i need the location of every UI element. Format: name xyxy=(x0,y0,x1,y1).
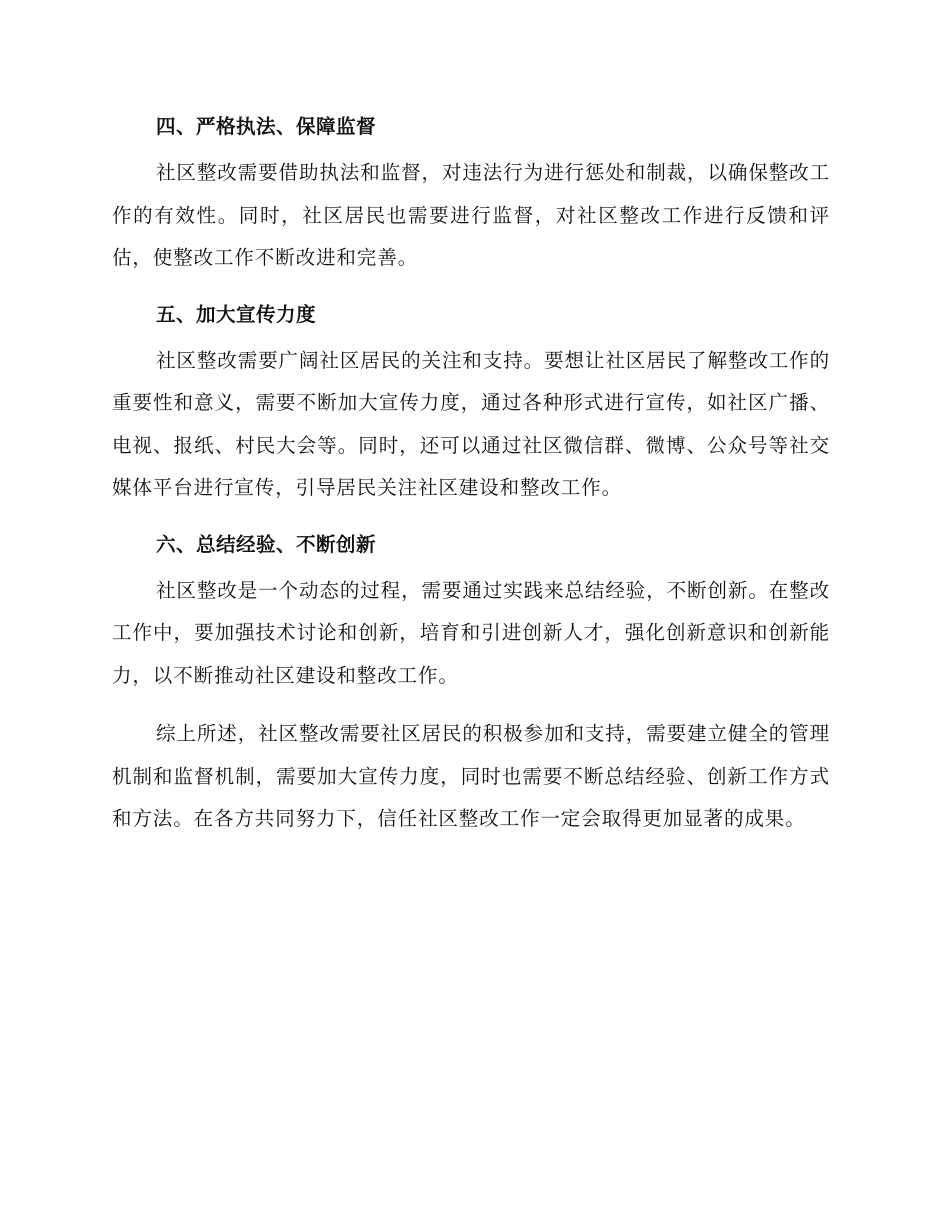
section-heading-innovation: 六、总结经验、不断创新 xyxy=(156,532,377,556)
section-paragraph-enforcement: 社区整改需要借助执法和监督，对违法行为进行惩处和制裁，以确保整改工作的有效性。同时，社区居民也需要进行监督，对社区整改工作进行反馈和评估，使整改工作不断改进和完善。 xyxy=(112,161,830,269)
document-body xyxy=(112,108,830,857)
section-paragraph-publicity: 社区整改需要广阔社区居民的关注和支持。要想让社区居民了解整改工作的重要性和意义，需要不断加大宣传力度，通过各种形式进行宣传，如社区广播、电视、报纸、村民大会等。同时，还可以通过社区微信群、微博、公众号等社交媒体平台进行宣传，引导居民关注社区建设和整改工作。 xyxy=(112,348,830,499)
conclusion-paragraph: 综上所述，社区整改需要社区居民的积极参加和支持，需要建立健全的管理机制和监督机制，需要加大宣传力度，同时也需要不断总结经验、创新工作方式和方法。在各方共同努力下，信任社区整改工作一定会取得更加显著的成果。 xyxy=(112,722,830,830)
section-heading-enforcement: 四、严格执法、保障监督 xyxy=(156,115,377,138)
section-paragraph-innovation: 社区整改是一个动态的过程，需要通过实践来总结经验，不断创新。在整改工作中，要加强技术讨论和创新，培育和引进创新人才，强化创新意识和创新能力，以不断推动社区建设和整改工作。 xyxy=(112,578,830,687)
section-heading-publicity: 五、加大宣传力度 xyxy=(156,302,317,326)
